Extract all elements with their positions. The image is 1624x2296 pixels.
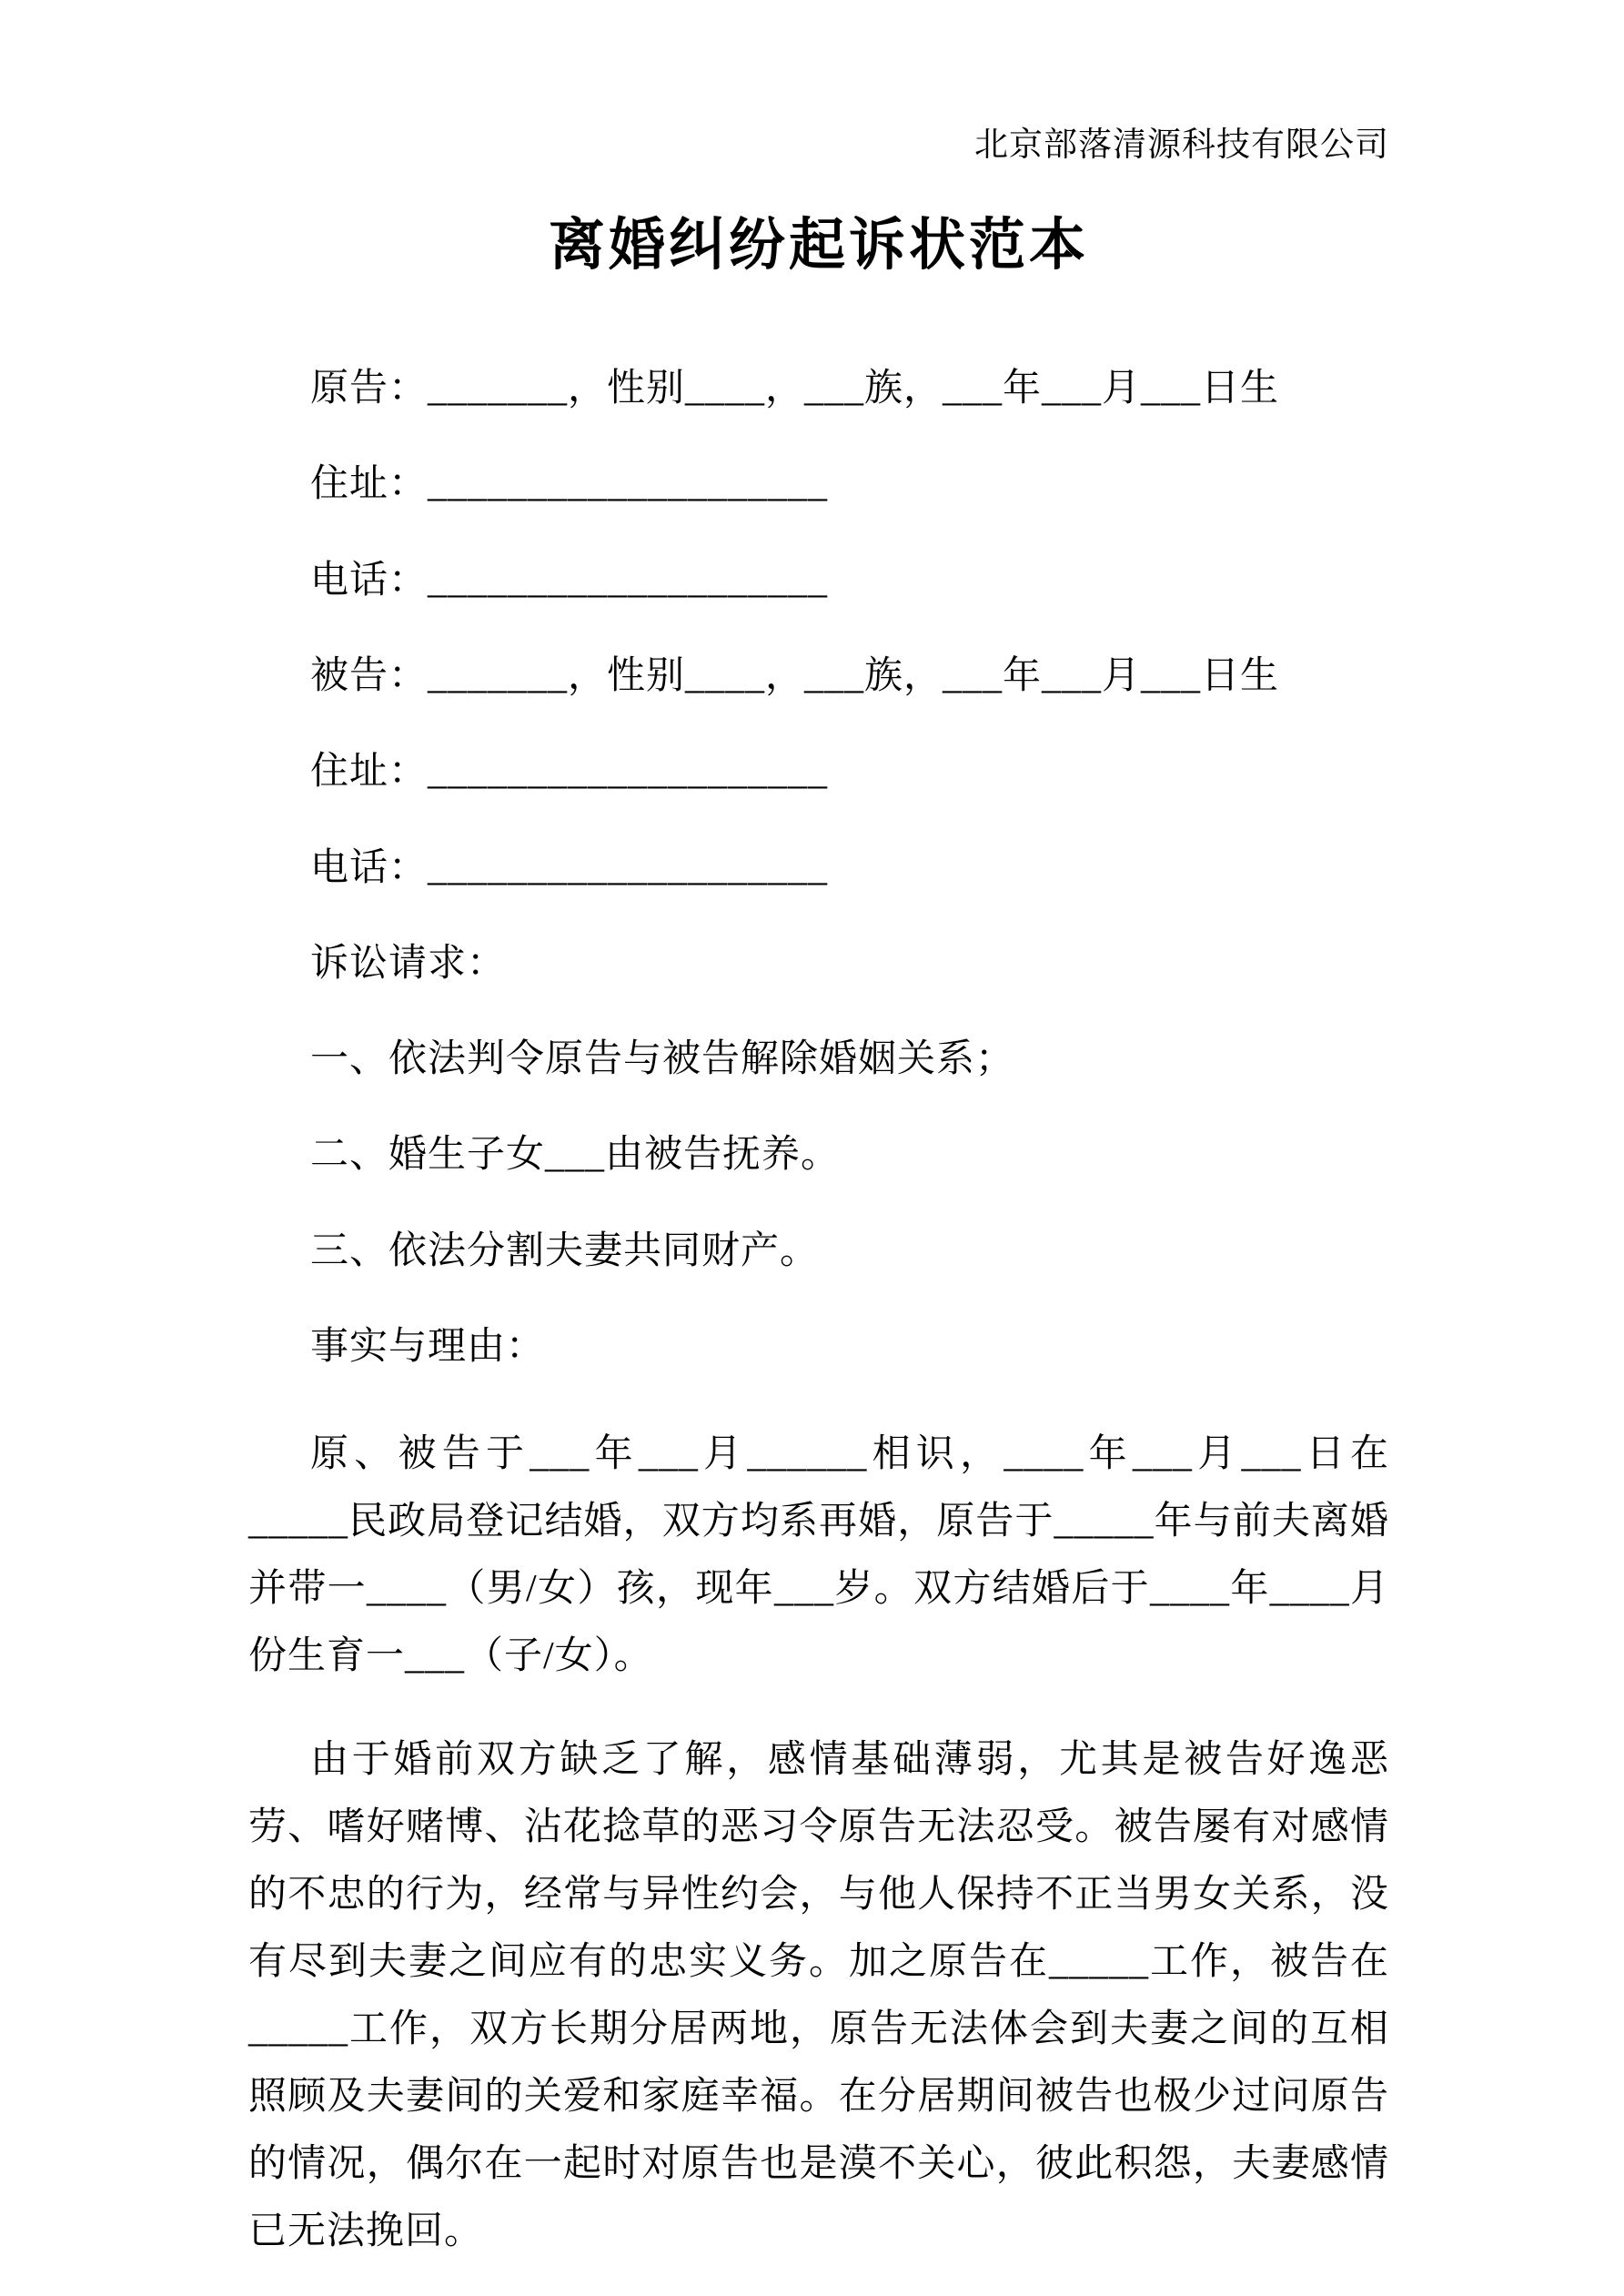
facts-paragraph-1: 原、被告于___年___月______相识，____年___月___日在_____民政局登记结婚，双方均系再婚，原告于_____年与前夫离婚并带一____（男/女）孩，现年___岁。双方结婚后于____年____月份生育一___（子/女）。 xyxy=(248,1433,1389,1678)
claims-heading: 诉讼请求： xyxy=(310,942,507,985)
facts-paragraph-2: 由于婚前双方缺乏了解，感情基础薄弱，尤其是被告好逸恶劳、嗜好赌博、沾花捻草的恶习令原告无法忍受。被告屡有对感情的不忠的行为，经常与异性约会，与他人保持不正当男女关系，没有尽到夫妻之间应有的忠实义务。加之原告在_____工作，被告在_____工作，双方长期分居两地，原告无法体会到夫妻之间的互相照顾及夫妻间的关爱和家庭幸福。在分居期间被告也极少过问原告的情况，偶尔在一起时对原告也是漠不关心，彼此积怨，夫妻感情已无法挽回。 xyxy=(248,1739,1389,2253)
claim-item-2: 二、婚生子女___由被告抚养。 xyxy=(310,1134,841,1177)
plaintiff-address-line: 住址：____________________ xyxy=(310,463,829,506)
plaintiff-phone-line: 电话：____________________ xyxy=(310,559,829,602)
defendant-phone-line: 电话：____________________ xyxy=(310,846,829,889)
defendant-address-line: 住址：____________________ xyxy=(310,751,829,794)
facts-heading: 事实与理由： xyxy=(310,1326,546,1369)
document-title: 离婚纠纷起诉状范本 xyxy=(548,214,1089,277)
claim-item-1: 一、依法判令原告与被告解除婚姻关系； xyxy=(310,1038,1015,1081)
plaintiff-info-line: 原告：_______，性别____，___族，___年___月___日生 xyxy=(310,368,1280,410)
claim-item-3: 三、依法分割夫妻共同财产。 xyxy=(310,1229,820,1272)
company-name: 北京部落清源科技有限公司 xyxy=(974,126,1389,164)
defendant-info-line: 被告：_______，性别____，___族，___年___月___日生 xyxy=(310,654,1280,697)
